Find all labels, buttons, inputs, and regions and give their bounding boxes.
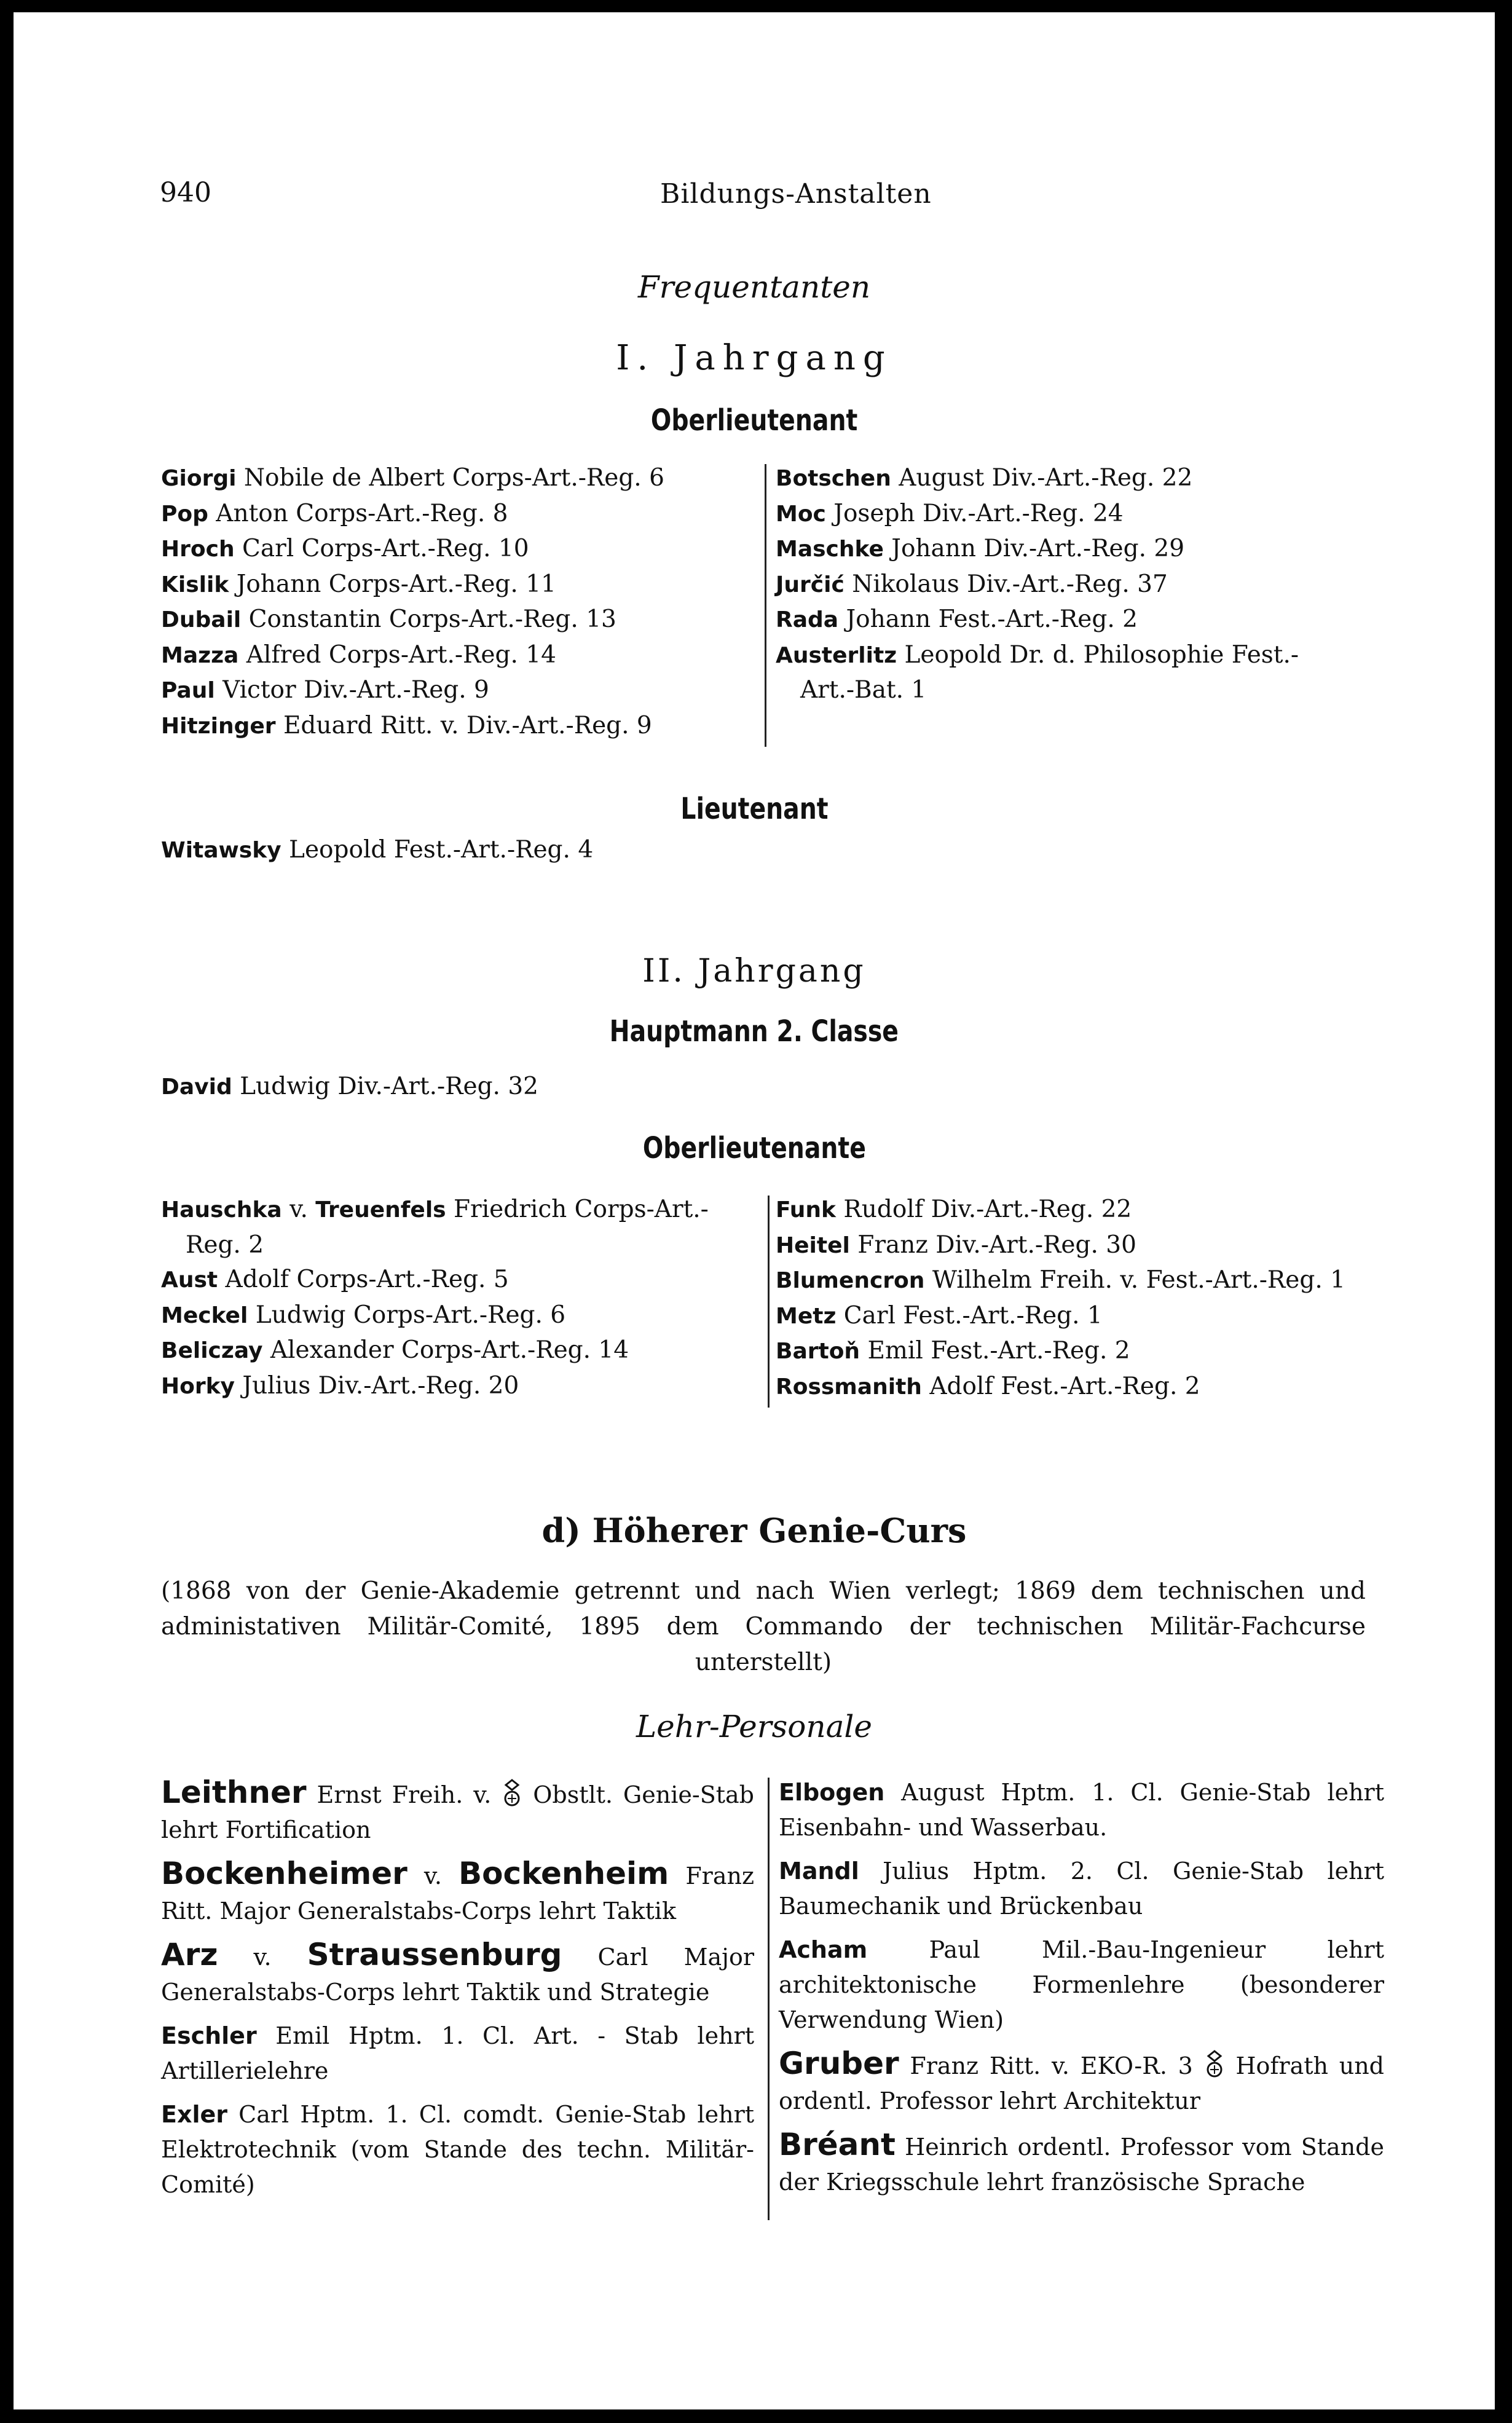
list-item: David Ludwig Div.-Art.-Reg. 32 bbox=[161, 1073, 538, 1100]
oberlieutenante-left-column bbox=[161, 1192, 754, 1404]
order-badge-icon bbox=[502, 1778, 522, 1808]
document-page bbox=[14, 12, 1495, 2409]
list-item: Kislik Johann Corps-Art.-Reg. 11 bbox=[161, 570, 556, 598]
staff-entry: Elbogen August Hptm. 1. Cl. Genie-Stab lehrt Eisenbahn- und Wasserbau. bbox=[779, 1779, 1384, 1841]
year-1-heading: I. Jahrgang bbox=[616, 338, 892, 378]
staff-entry: Exler Carl Hptm. 1. Cl. comdt. Genie-Stab lehrt Elektrotechnik (vom Stande des techn. Militär-Comité) bbox=[161, 2101, 754, 2198]
list-item: Hauschka v. Treuenfels Friedrich Corps-Art.- bbox=[161, 1196, 709, 1223]
hauptmann-list bbox=[161, 1070, 751, 1105]
list-item: Beliczay Alexander Corps-Art.-Reg. 14 bbox=[161, 1336, 629, 1364]
list-item: Botschen August Div.-Art.-Reg. 22 bbox=[776, 464, 1193, 492]
list-item: Heitel Franz Div.-Art.-Reg. 30 bbox=[776, 1231, 1136, 1259]
staff-entry: Leithner Ernst Freih. v. Obstlt. Genie-Stab lehrt Fortification bbox=[161, 1775, 755, 1843]
list-item: Giorgi Nobile de Albert Corps-Art.-Reg. 6 bbox=[161, 464, 664, 492]
page-number: 940 bbox=[160, 177, 211, 208]
staff-left-column bbox=[161, 1775, 754, 2211]
rank-oberlieutenante-heading: Oberlieutenante bbox=[642, 1131, 866, 1165]
staff-entry: Bockenheimer v. Bockenheim Franz Ritt. Major Generalstabs-Corps lehrt Taktik bbox=[161, 1856, 754, 1925]
list-item-continuation: Art.-Bat. 1 bbox=[800, 676, 927, 704]
oberlieutenant-left-column bbox=[161, 461, 751, 744]
list-item: Jurčić Nikolaus Div.-Art.-Reg. 37 bbox=[776, 570, 1168, 598]
list-item: Witawsky Leopold Fest.-Art.-Reg. 4 bbox=[161, 836, 594, 864]
staff-entry: Bréant Heinrich ordentl. Professor vom Stande der Kriegsschule lehrt französische Sprache bbox=[779, 2127, 1384, 2196]
staff-right-column bbox=[779, 1775, 1384, 2208]
list-item: Pop Anton Corps-Art.-Reg. 8 bbox=[161, 499, 508, 527]
lehr-personale-heading: Lehr-Personale bbox=[636, 1709, 873, 1744]
list-item: Dubail Constantin Corps-Art.-Reg. 13 bbox=[161, 605, 616, 633]
list-item: Rada Johann Fest.-Art.-Reg. 2 bbox=[776, 605, 1138, 633]
list-item: Blumencron Wilhelm Freih. v. Fest.-Art.-Reg. 1 bbox=[776, 1266, 1345, 1294]
list-item: Aust Adolf Corps-Art.-Reg. 5 bbox=[161, 1266, 509, 1293]
oberlieutenant-right-column bbox=[776, 461, 1378, 708]
list-item-continuation: Reg. 2 bbox=[186, 1231, 264, 1259]
column-divider bbox=[768, 1196, 770, 1408]
rank-hauptmann-heading: Hauptmann 2. Classe bbox=[609, 1014, 899, 1049]
list-item: Maschke Johann Div.-Art.-Reg. 29 bbox=[776, 535, 1185, 562]
section-d-note: (1868 von der Genie-Akademie getrennt und nach Wien verlegt; 1869 dem technischen und administativen Militär-Comité, 1895 dem Commando der technischen Militär-Fachcurse unterstellt) bbox=[161, 1577, 1366, 1676]
column-divider bbox=[768, 1778, 770, 2220]
staff-entry: Acham Paul Mil.-Bau-Ingenieur lehrt architektonische Formenlehre (besonderer Verwendung Wien) bbox=[779, 1936, 1384, 2033]
list-item: Mazza Alfred Corps-Art.-Reg. 14 bbox=[161, 640, 556, 669]
list-item: Bartoň Emil Fest.-Art.-Reg. 2 bbox=[776, 1337, 1130, 1365]
list-item: Austerlitz Leopold Dr. d. Philosophie Fest.- bbox=[776, 640, 1299, 669]
staff-entry: Eschler Emil Hptm. 1. Cl. Art. - Stab lehrt Artillerielehre bbox=[161, 2022, 754, 2084]
list-item: Rossmanith Adolf Fest.-Art.-Reg. 2 bbox=[776, 1372, 1200, 1400]
list-item: Hitzinger Eduard Ritt. v. Div.-Art.-Reg. 9 bbox=[161, 711, 652, 739]
list-item: Funk Rudolf Div.-Art.-Reg. 22 bbox=[776, 1196, 1132, 1223]
list-item: Hroch Carl Corps-Art.-Reg. 10 bbox=[161, 535, 529, 562]
column-divider bbox=[765, 464, 766, 747]
year-2-heading: II. Jahrgang bbox=[642, 953, 866, 990]
lieutenant-list bbox=[161, 833, 751, 869]
section-d-title: d) Höherer Genie-Curs bbox=[541, 1511, 967, 1550]
staff-entry: Mandl Julius Hptm. 2. Cl. Genie-Stab lehrt Baumechanik und Brückenbau bbox=[779, 1858, 1384, 1920]
frequentanten-heading: Frequentanten bbox=[637, 269, 871, 305]
staff-entry: Gruber Franz Ritt. v. EKO-R. 3 Hofrath und ordentl. Professor lehrt Architektur bbox=[779, 2046, 1385, 2114]
rank-lieutenant-heading: Lieutenant bbox=[680, 792, 829, 826]
list-item: Metz Carl Fest.-Art.-Reg. 1 bbox=[776, 1301, 1103, 1330]
list-item: Paul Victor Div.-Art.-Reg. 9 bbox=[161, 676, 489, 704]
rank-oberlieutenant-heading: Oberlieutenant bbox=[650, 403, 858, 438]
list-item: Meckel Ludwig Corps-Art.-Reg. 6 bbox=[161, 1301, 566, 1329]
order-badge-icon bbox=[1204, 2049, 1225, 2079]
staff-entry: Arz v. Straussenburg Carl Major Generalstabs-Corps lehrt Taktik und Strategie bbox=[161, 1937, 754, 2006]
list-item: Moc Joseph Div.-Art.-Reg. 24 bbox=[776, 499, 1124, 527]
oberlieutenante-right-column bbox=[776, 1192, 1384, 1405]
running-title: Bildungs-Anstalten bbox=[660, 178, 932, 210]
list-item: Horky Julius Div.-Art.-Reg. 20 bbox=[161, 1371, 519, 1400]
